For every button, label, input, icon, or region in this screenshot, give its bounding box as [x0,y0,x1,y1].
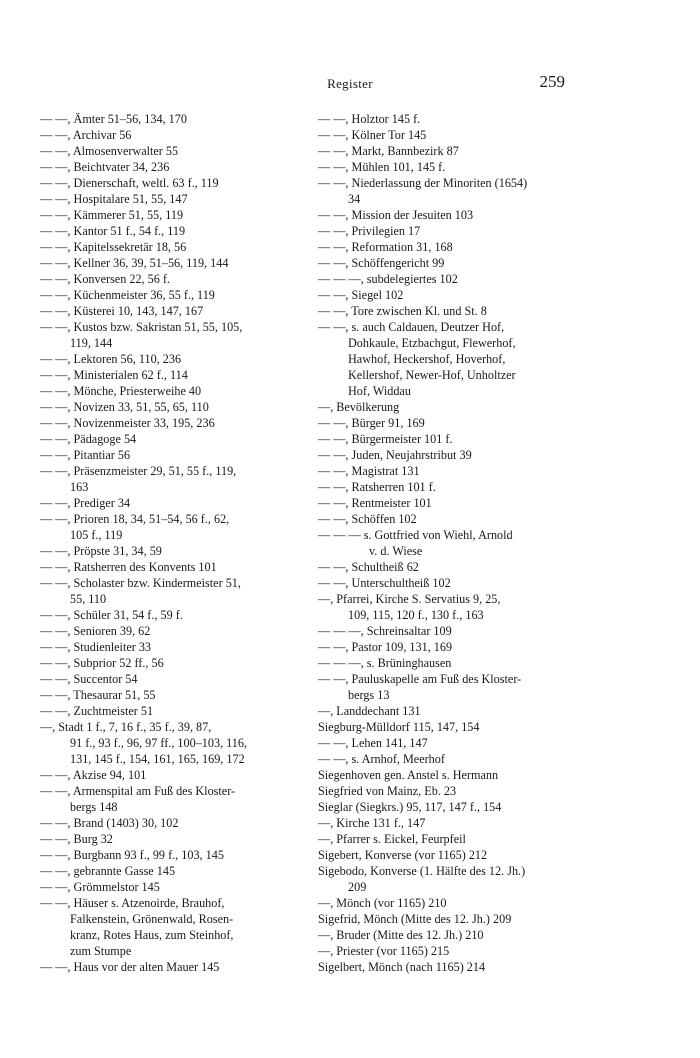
index-entry-continuation: Falkenstein, Grönenwald, Rosen- [70,912,234,926]
index-entry: — —, Ministerialen 62 f., 114 [40,368,188,382]
index-entry: — —, Pröpste 31, 34, 59 [40,544,162,558]
index-entry: Siegburg-Mülldorf 115, 147, 154 [318,720,480,734]
index-entry: — —, Ratsherren 101 f. [318,480,436,494]
page-header [0,72,700,96]
index-entry: — —, Hospitalare 51, 55, 147 [40,192,188,206]
index-entry: — —, Schüler 31, 54 f., 59 f. [40,608,183,622]
index-entry: — —, Kämmerer 51, 55, 119 [40,208,184,222]
index-entry: — —, gebrannte Gasse 145 [40,864,176,878]
index-entry: — —, Konversen 22, 56 f. [40,272,170,286]
index-entry-continuation: 209 [348,880,367,894]
running-title: Register [327,76,373,91]
index-entry: — —, Kellner 36, 39, 51–56, 119, 144 [40,256,229,270]
index-entry: — —, Subprior 52 ff., 56 [40,656,164,670]
index-entry: — —, Ämter 51–56, 134, 170 [40,112,187,126]
index-entry: — —, Ratsherren des Konvents 101 [40,560,217,574]
index-entry: — — —, s. Brüninghausen [318,656,452,670]
index-entry: Sigebert, Konverse (vor 1165) 212 [318,848,488,862]
index-entry-continuation: 109, 115, 120 f., 130 f., 163 [348,608,484,622]
index-entry-continuation: Kellershof, Newer-Hof, Unholtzer [348,368,516,382]
index-entry: — —, Pitantiar 56 [40,448,131,462]
index-entry: —, Stadt 1 f., 7, 16 f., 35 f., 39, 87, [40,720,212,734]
index-entry: — —, Tore zwischen Kl. und St. 8 [318,304,487,318]
index-entry: — —, Studienleiter 33 [40,640,152,654]
index-entry: — —, Reformation 31, 168 [318,240,453,254]
index-column-left [40,111,300,975]
index-entry: — —, Mission der Jesuiten 103 [318,208,474,222]
index-entry: — — —, subdelegiertes 102 [318,272,458,286]
index-entry: — —, s. auch Caldauen, Deutzer Hof, [318,320,505,334]
index-entry: — —, Bürger 91, 169 [318,416,425,430]
index-entry: — —, Häuser s. Atzenoirde, Brauhof, [40,896,225,910]
index-entry: — —, Kustos bzw. Sakristan 51, 55, 105, [40,320,243,334]
index-entry-continuation: 163 [70,480,89,494]
index-entry-continuation: 34 [348,192,361,206]
index-entry: — —, Pastor 109, 131, 169 [318,640,453,654]
index-entry: — —, Juden, Neujahrstribut 39 [318,448,472,462]
index-entry: — —, Präsenzmeister 29, 51, 55 f., 119, [40,464,237,478]
index-entry: —, Mönch (vor 1165) 210 [318,896,447,910]
index-entry: — —, Scholaster bzw. Kindermeister 51, [40,576,241,590]
index-entry: — —, Archivar 56 [40,128,132,142]
index-entry: — —, Markt, Bannbezirk 87 [318,144,459,158]
index-entry: — —, Schöffen 102 [318,512,417,526]
index-entry: — —, Brand (1403) 30, 102 [40,816,179,830]
index-column-right [318,111,570,975]
index-entry: — —, Burgbann 93 f., 99 f., 103, 145 [40,848,224,862]
index-entry: Sigebodo, Konverse (1. Hälfte des 12. Jh.) [318,864,526,878]
index-entry: — —, Mönche, Priesterweihe 40 [40,384,202,398]
index-entry: — —, s. Arnhof, Meerhof [318,752,445,766]
index-entry: — —, Unterschultheiß 102 [318,576,451,590]
index-entry: — — —, Schreinsaltar 109 [318,624,452,638]
index-entry: — —, Rentmeister 101 [318,496,432,510]
index-entry-continuation: bergs 148 [70,800,118,814]
index-entry: — —, Burg 32 [40,832,113,846]
index-entry: — —, Prediger 34 [40,496,131,510]
index-entry: Sigefrid, Mönch (Mitte des 12. Jh.) 209 [318,912,512,926]
index-entry-continuation: 91 f., 93 f., 96, 97 ff., 100–103, 116, [70,736,248,750]
index-entry: — —, Succentor 54 [40,672,138,686]
index-entry-continuation: Hawhof, Heckershof, Hoverhof, [348,352,506,366]
index-entry: — —, Holztor 145 f. [318,112,421,126]
index-entry-continuation: kranz, Rotes Haus, zum Steinhof, [70,928,234,942]
index-entry: — —, Pauluskapelle am Fuß des Kloster- [318,672,522,686]
index-entry: — —, Lektoren 56, 110, 236 [40,352,182,366]
index-entry: — —, Dienerschaft, weltl. 63 f., 119 [40,176,219,190]
index-entry: — —, Haus vor der alten Mauer 145 [40,960,220,974]
index-entry: — —, Prioren 18, 34, 51–54, 56 f., 62, [40,512,230,526]
index-entry: Siegfried von Mainz, Eb. 23 [318,784,457,798]
index-entry: Siegenhoven gen. Anstel s. Hermann [318,768,499,782]
index-entry: — —, Schultheiß 62 [318,560,419,574]
index-entry: — —, Kantor 51 f., 54 f., 119 [40,224,186,238]
index-entry: — —, Mühlen 101, 145 f. [318,160,446,174]
index-entry: — —, Siegel 102 [318,288,404,302]
index-entry: — —, Lehen 141, 147 [318,736,428,750]
index-entry: — —, Pädagoge 54 [40,432,137,446]
index-entry: — —, Küchenmeister 36, 55 f., 119 [40,288,215,302]
index-entry: — —, Zuchtmeister 51 [40,704,154,718]
index-entry: — —, Küsterei 10, 143, 147, 167 [40,304,204,318]
index-entry: — —, Kapitelssekretär 18, 56 [40,240,187,254]
index-entry: — — — s. Gottfried von Wiehl, Arnold [318,528,513,542]
index-entry: —, Pfarrei, Kirche S. Servatius 9, 25, [318,592,501,606]
index-entry: — —, Armenspital am Fuß des Kloster- [40,784,236,798]
index-entry: — —, Magistrat 131 [318,464,420,478]
index-entry: —, Bevölkerung [318,400,400,414]
page-number: 259 [539,72,565,91]
index-entry: —, Pfarrer s. Eickel, Feurpfeil [318,832,466,846]
index-entry: — —, Niederlassung der Minoriten (1654) [318,176,528,190]
index-entry: — —, Schöffengericht 99 [318,256,445,270]
index-entry: —, Bruder (Mitte des 12. Jh.) 210 [318,928,484,942]
index-entry-continuation: 119, 144 [70,336,113,350]
index-entry-continuation: v. d. Wiese [369,544,423,558]
index-entry: —, Priester (vor 1165) 215 [318,944,450,958]
index-entry: Sieglar (Siegkrs.) 95, 117, 147 f., 154 [318,800,502,814]
index-entry: —, Landdechant 131 [318,704,421,718]
index-entry: —, Kirche 131 f., 147 [318,816,426,830]
index-entry-continuation: 105 f., 119 [70,528,123,542]
index-entry: — —, Grömmelstor 145 [40,880,160,894]
index-entry: — —, Thesaurar 51, 55 [40,688,156,702]
index-entry-continuation: 131, 145 f., 154, 161, 165, 169, 172 [70,752,245,766]
index-entry: — —, Kölner Tor 145 [318,128,427,142]
index-entry: — —, Novizen 33, 51, 55, 65, 110 [40,400,209,414]
index-entry: — —, Akzise 94, 101 [40,768,147,782]
index-entry: — —, Bürgermeister 101 f. [318,432,453,446]
index-entry-continuation: bergs 13 [348,688,390,702]
index-entry: — —, Senioren 39, 62 [40,624,151,638]
index-entry: — —, Almosenverwalter 55 [40,144,179,158]
index-entry-continuation: zum Stumpe [70,944,132,958]
index-entry: — —, Privilegien 17 [318,224,421,238]
index-entry: Sigelbert, Mönch (nach 1165) 214 [318,960,486,974]
index-entry-continuation: 55, 110 [70,592,107,606]
index-entry: — —, Novizenmeister 33, 195, 236 [40,416,215,430]
index-entry-continuation: Hof, Widdau [348,384,411,398]
index-entry: — —, Beichtvater 34, 236 [40,160,170,174]
index-entry-continuation: Dohkaule, Etzbachgut, Flewerhof, [348,336,516,350]
